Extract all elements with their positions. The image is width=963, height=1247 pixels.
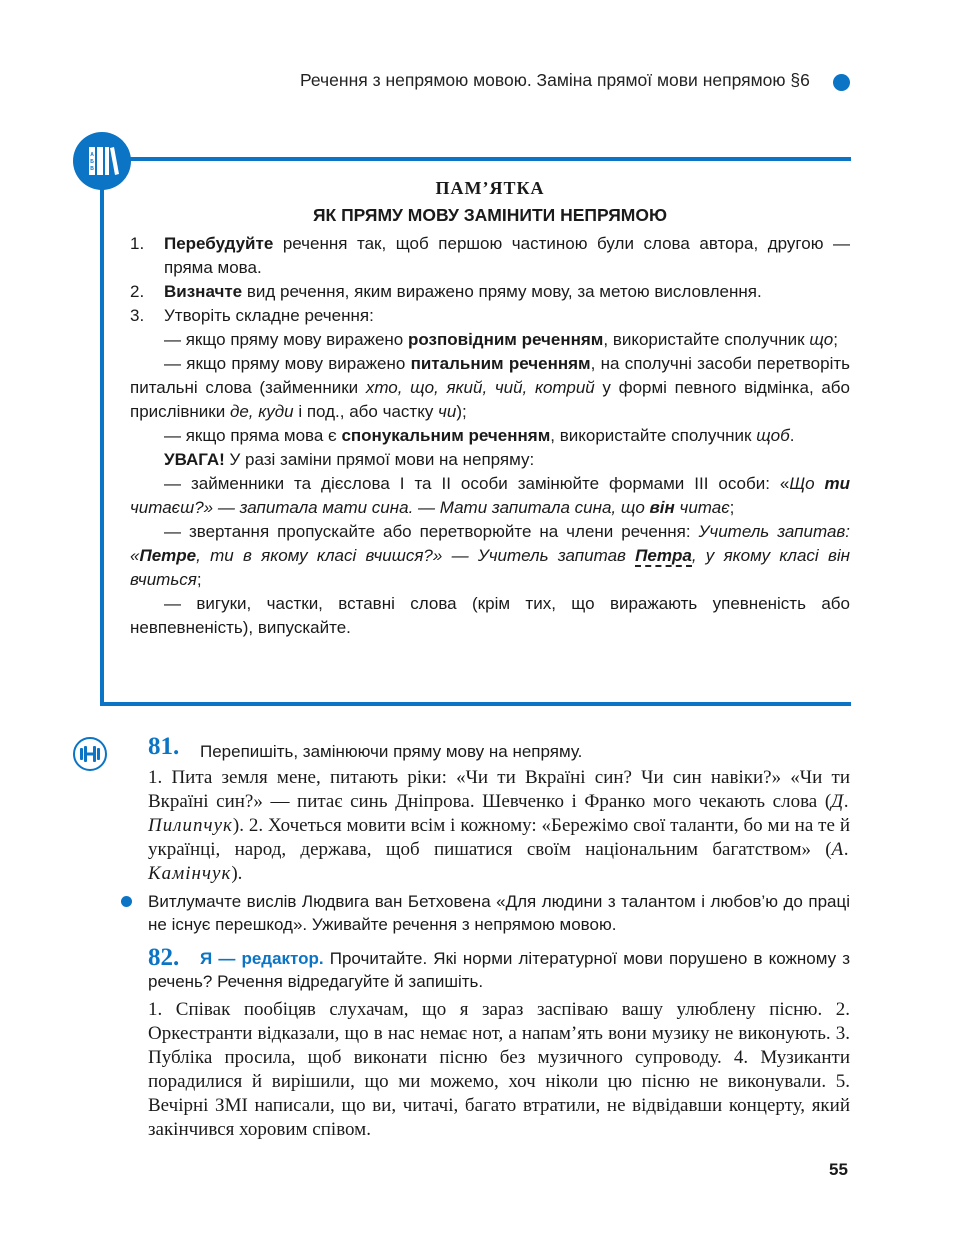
memo-item-3: 3. Утворіть складне речення: (130, 306, 374, 325)
memo-left-border (100, 188, 104, 706)
memo-sub-imperative: — якщо пряма мова є спонукальним реченням, використайте сполучник щоб. (164, 426, 795, 445)
svg-text:Б: Б (90, 159, 94, 165)
memo-item-1: 1. Перебудуйте речення так, щоб першою частиною були слова автора, другою — пряма мова. (130, 234, 850, 277)
exercise-82-task: Я — редактор. Прочитайте. Які норми літературної мови порушено в кожному з речень? Речення відредагуйте й запишіть. (148, 949, 850, 991)
exercise-82-number: 82. (148, 944, 180, 971)
running-header: Речення з непрямою мовою. Заміна прямої мови непрямою §6 (300, 70, 810, 90)
memo-body (130, 232, 850, 640)
exercise-81-number: 81. (148, 733, 180, 760)
exercise-81-task: Перепишіть, замінюючи пряму мову на непряму. (200, 742, 583, 761)
memo-warning-address: — звертання пропускайте або перетворюйте на члени речення: Учитель запитав: «Петре, ти в якому класі вчишся?» — Учитель запитав Петра, у якому класі він вчиться; (130, 522, 850, 589)
exercise-81-text: 1. Пита земля мене, питають ріки: «Чи ти Вкраїні син? Чи син навіки?» «Чи ти Вкраїні син?» — питає синь Дніпрова. Шевченко і Франко мого чекають слова (Д. Пилипчук). 2. Хочеться мовити всім і кожному: «Бережімо свої таланти, бо ми на те й українці, народ, держава, щоб пишатися своїм національним багатством» (А. Камінчук). (148, 767, 850, 884)
memo-title: ПАМ’ЯТКА (435, 178, 545, 198)
memo-sub-declarative: — якщо пряму мову виражено розповідним реченням, використайте сполучник що; (164, 330, 838, 349)
page-number: 55 (829, 1160, 848, 1179)
abv-books-icon (73, 132, 131, 190)
exercise-82-text: 1. Співак пообіцяв слухачам, що я зараз заспіваю вашу улюблену пісню. 2. Оркестранти відказали, що в нас немає нот, а напам’ять вони музику не виконують. 3. Публіка просила, щоб виконати пісню без музичного супроводу. 4. Музиканти порадилися й вирішили, що ми можемо, хоч ніколи цю пісню не виконували. 5. Вечірні ЗМІ написали, що ви, читачі, багато втратили, не відвідавши концерту, який закінчився хоровим співом. (148, 999, 850, 1140)
exercise-81-extra-task: Витлумачте вислів Людвига ван Бетховена «Для людини з талантом і любов’ю до праці не існує перешкод». Уживайте речення з непрямою мовою. (148, 892, 850, 934)
memo-warning-interjections: — вигуки, частки, вставні слова (крім тих, що виражають упевненість або невпевненість), випускайте. (130, 594, 850, 637)
memo-warning-pronouns: — займенники та дієслова I та II особи замінюйте формами III особи: «Що ти читаєш?» — запитала мати сина. — Мати запитала сина, що він читає; (130, 474, 850, 517)
svg-text:А: А (90, 152, 94, 158)
memo-item-2: 2. Визначте вид речення, яким виражено пряму мову, за метою висловлення. (130, 282, 762, 301)
memo-subtitle: ЯК ПРЯМУ МОВУ ЗАМІНИТИ НЕПРЯМОЮ (312, 205, 668, 225)
svg-text:В: В (90, 166, 94, 172)
bullet-dot (121, 896, 132, 907)
memo-bottom-border (100, 702, 851, 706)
memo-sub-interrogative: — якщо пряму мову виражено питальним реченням, на сполучні засоби перетворіть питальні слова (займенники хто, що, який, чий, котрий у формі певного відмінка, або прислівники де, куди і под., або частку чи); (130, 354, 850, 421)
memo-top-border (128, 157, 851, 161)
header-dot (833, 74, 850, 91)
memo-warning: УВАГА! У разі заміни прямої мови на непряму: (164, 450, 535, 469)
dumbbell-icon (73, 737, 107, 771)
